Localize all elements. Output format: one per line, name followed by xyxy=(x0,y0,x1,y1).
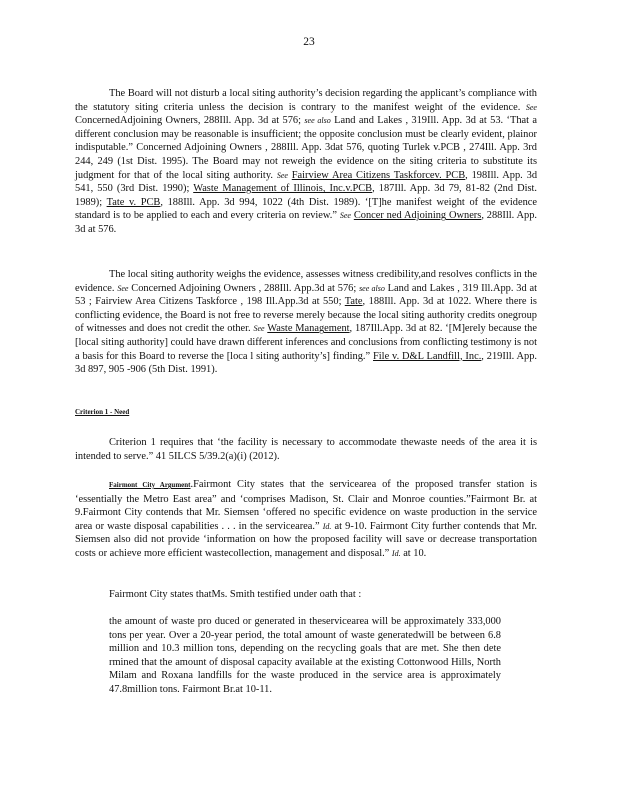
signal-id: Id. xyxy=(322,521,332,531)
paragraph-smith-testimony-intro xyxy=(75,588,537,602)
paragraph-text xyxy=(75,87,537,237)
text: Concerned Adjoining Owners , 288Ill. App.3d at 576; xyxy=(131,282,357,294)
text: The Board will not disturb a local siting authority’s decision regarding the applicant’s compliance with the statutory siting criteria unless the decision is contrary to the manifest weight of the evidence. xyxy=(75,88,537,113)
text: Land and Lakes , 319Ill. App. 3d at 53. ‘That a different conclusion may be reasonable is insufficient; the opposite conclusion must be clearly evident, plainor indisputable.” Concerned Adjoining Owners , 288Ill. App. 3dat 576, quoting Turlek v.PCB , 274Ill. App. 3rd 244, 249 (1st Dist. 1995). The Board may not reweigh the evidence on the siting criteria to substitute its judgment for that of the local siting authority. xyxy=(75,115,537,181)
paragraph-text xyxy=(75,268,537,377)
quote-text: the amount of waste pro duced or generated in theservicearea will be approximately 333,000 tons per year. Over a 20-year period, the total amount of waste generatedwill be between 6.8 million and 10.3 million tons, depending on the recycling goals that are met. She then dete rmined that the amount of disposal capacity available at the existing Cottonwood Hills, North Milam and Roxana landfills for the waste produced in the service area is approximately 47.8million tons. Fairmont Br.at 10-11. xyxy=(109,616,501,695)
signal-see-also: see also xyxy=(304,116,331,126)
section-heading: Criterion 1 - Need xyxy=(75,408,130,416)
case-name: Fairview Area Citizens Taskforcev. PCB xyxy=(291,169,466,181)
case-name: Tate xyxy=(344,296,363,308)
signal-id: Id. xyxy=(391,548,401,558)
case-name: Tate v. PCB xyxy=(106,196,161,208)
signal-see: See xyxy=(117,283,129,293)
signal-see: See xyxy=(253,324,265,334)
text: , 288Ill. App. 3d at 576; xyxy=(197,115,302,127)
text: , 188Ill. App. 3d at 1022. Where there is conflicting evidence, the Board is not free to reverse merely because the local siting authority credits onegroup of witnesses and does not credit the other. xyxy=(75,296,537,335)
case-name: Concer ned Adjoining Owners xyxy=(353,210,482,222)
paragraph-evidence-weighing xyxy=(75,268,537,377)
case-name: Waste Management xyxy=(267,323,350,335)
text: , 188Ill. App. 3d 994, 1022 (4th Dist. 1989). ‘[T]he manifest weight of the evidence standard is to be applied to each and every criteria on review.” xyxy=(75,196,537,222)
paragraph-text: Fairmont City states thatMs. Smith testified under oath that : xyxy=(109,589,362,600)
page-number: 23 xyxy=(303,36,315,48)
text: , 219Ill. App. 3d 897, 905 -906 (5th Dist. 1991). xyxy=(75,350,537,376)
text: Land and Lakes , 319 Ill.App. 3d at 53 ; Fairview Area Citizens Taskforce , 198 Ill.App.3d at 550; xyxy=(75,282,537,308)
paragraph-text xyxy=(75,478,537,561)
block-quote xyxy=(109,615,501,697)
paragraph-criterion-1 xyxy=(75,436,537,463)
paragraph-text: Criterion 1 requires that ‘the facility is necessary to accommodate thewaste needs of the area it is intended to serve.” 41 5ILCS 5/39.2(a)(i) (2012). xyxy=(75,437,537,462)
text: , 198Ill. App. 3d 541, 550 (3rd Dist. 1990); xyxy=(75,169,538,195)
signal-see: See xyxy=(525,102,537,112)
text: .Fairmont City states that the servicearea of the proposed transfer station is ‘essentially the Metro East area” and ‘comprises Madison, St. Clair and Monroe counties.”Fairmont Br. at 9.Fairmont City contends that Mr. Siemsen ‘offered no specific evidence on waste production in the service area or waste disposal capabilities . . . in the servicearea.” xyxy=(75,479,538,532)
case-name: File v. D&L Landfill, Inc. xyxy=(373,350,482,362)
signal-see-also: see also xyxy=(359,283,385,293)
case-name: Waste Management of Illinois, Inc.v.PCB xyxy=(193,183,373,195)
text: The local siting authority weighs the evidence, assesses witness credibility,and resolves conflicts in the evidence. xyxy=(75,269,537,294)
text: , 288Ill. App. 3d at 576. xyxy=(75,210,537,235)
paragraph-fairmont-argument xyxy=(75,478,537,561)
text: at 9-10. Fairmont City further contends that Mr. Siemsen also did not provide ‘information on how the proposed facility will save or decrease transportation costs or achieve more efficient wastecollection, management and disposal.” xyxy=(75,520,537,559)
case-name: ConcernedAdjoining Owners xyxy=(75,115,198,127)
text: , 187Ill. App. 3d 79, 81-82 (2nd Dist. 1989); xyxy=(75,183,538,208)
signal-see: See xyxy=(276,170,288,180)
text: , 187Ill.App. 3d at 82. ‘[M]erely because the [local siting authority] could have drawn different inferences and conclusions from conflicting testimony is not a basis for this Board to reverse the [loca l siting authority’s] finding.” xyxy=(75,323,537,362)
text: at 10. xyxy=(403,547,427,559)
sub-heading: Fairmont City Argument xyxy=(109,481,191,489)
paragraph-standard-of-review xyxy=(75,87,537,237)
signal-see: See xyxy=(339,211,351,221)
